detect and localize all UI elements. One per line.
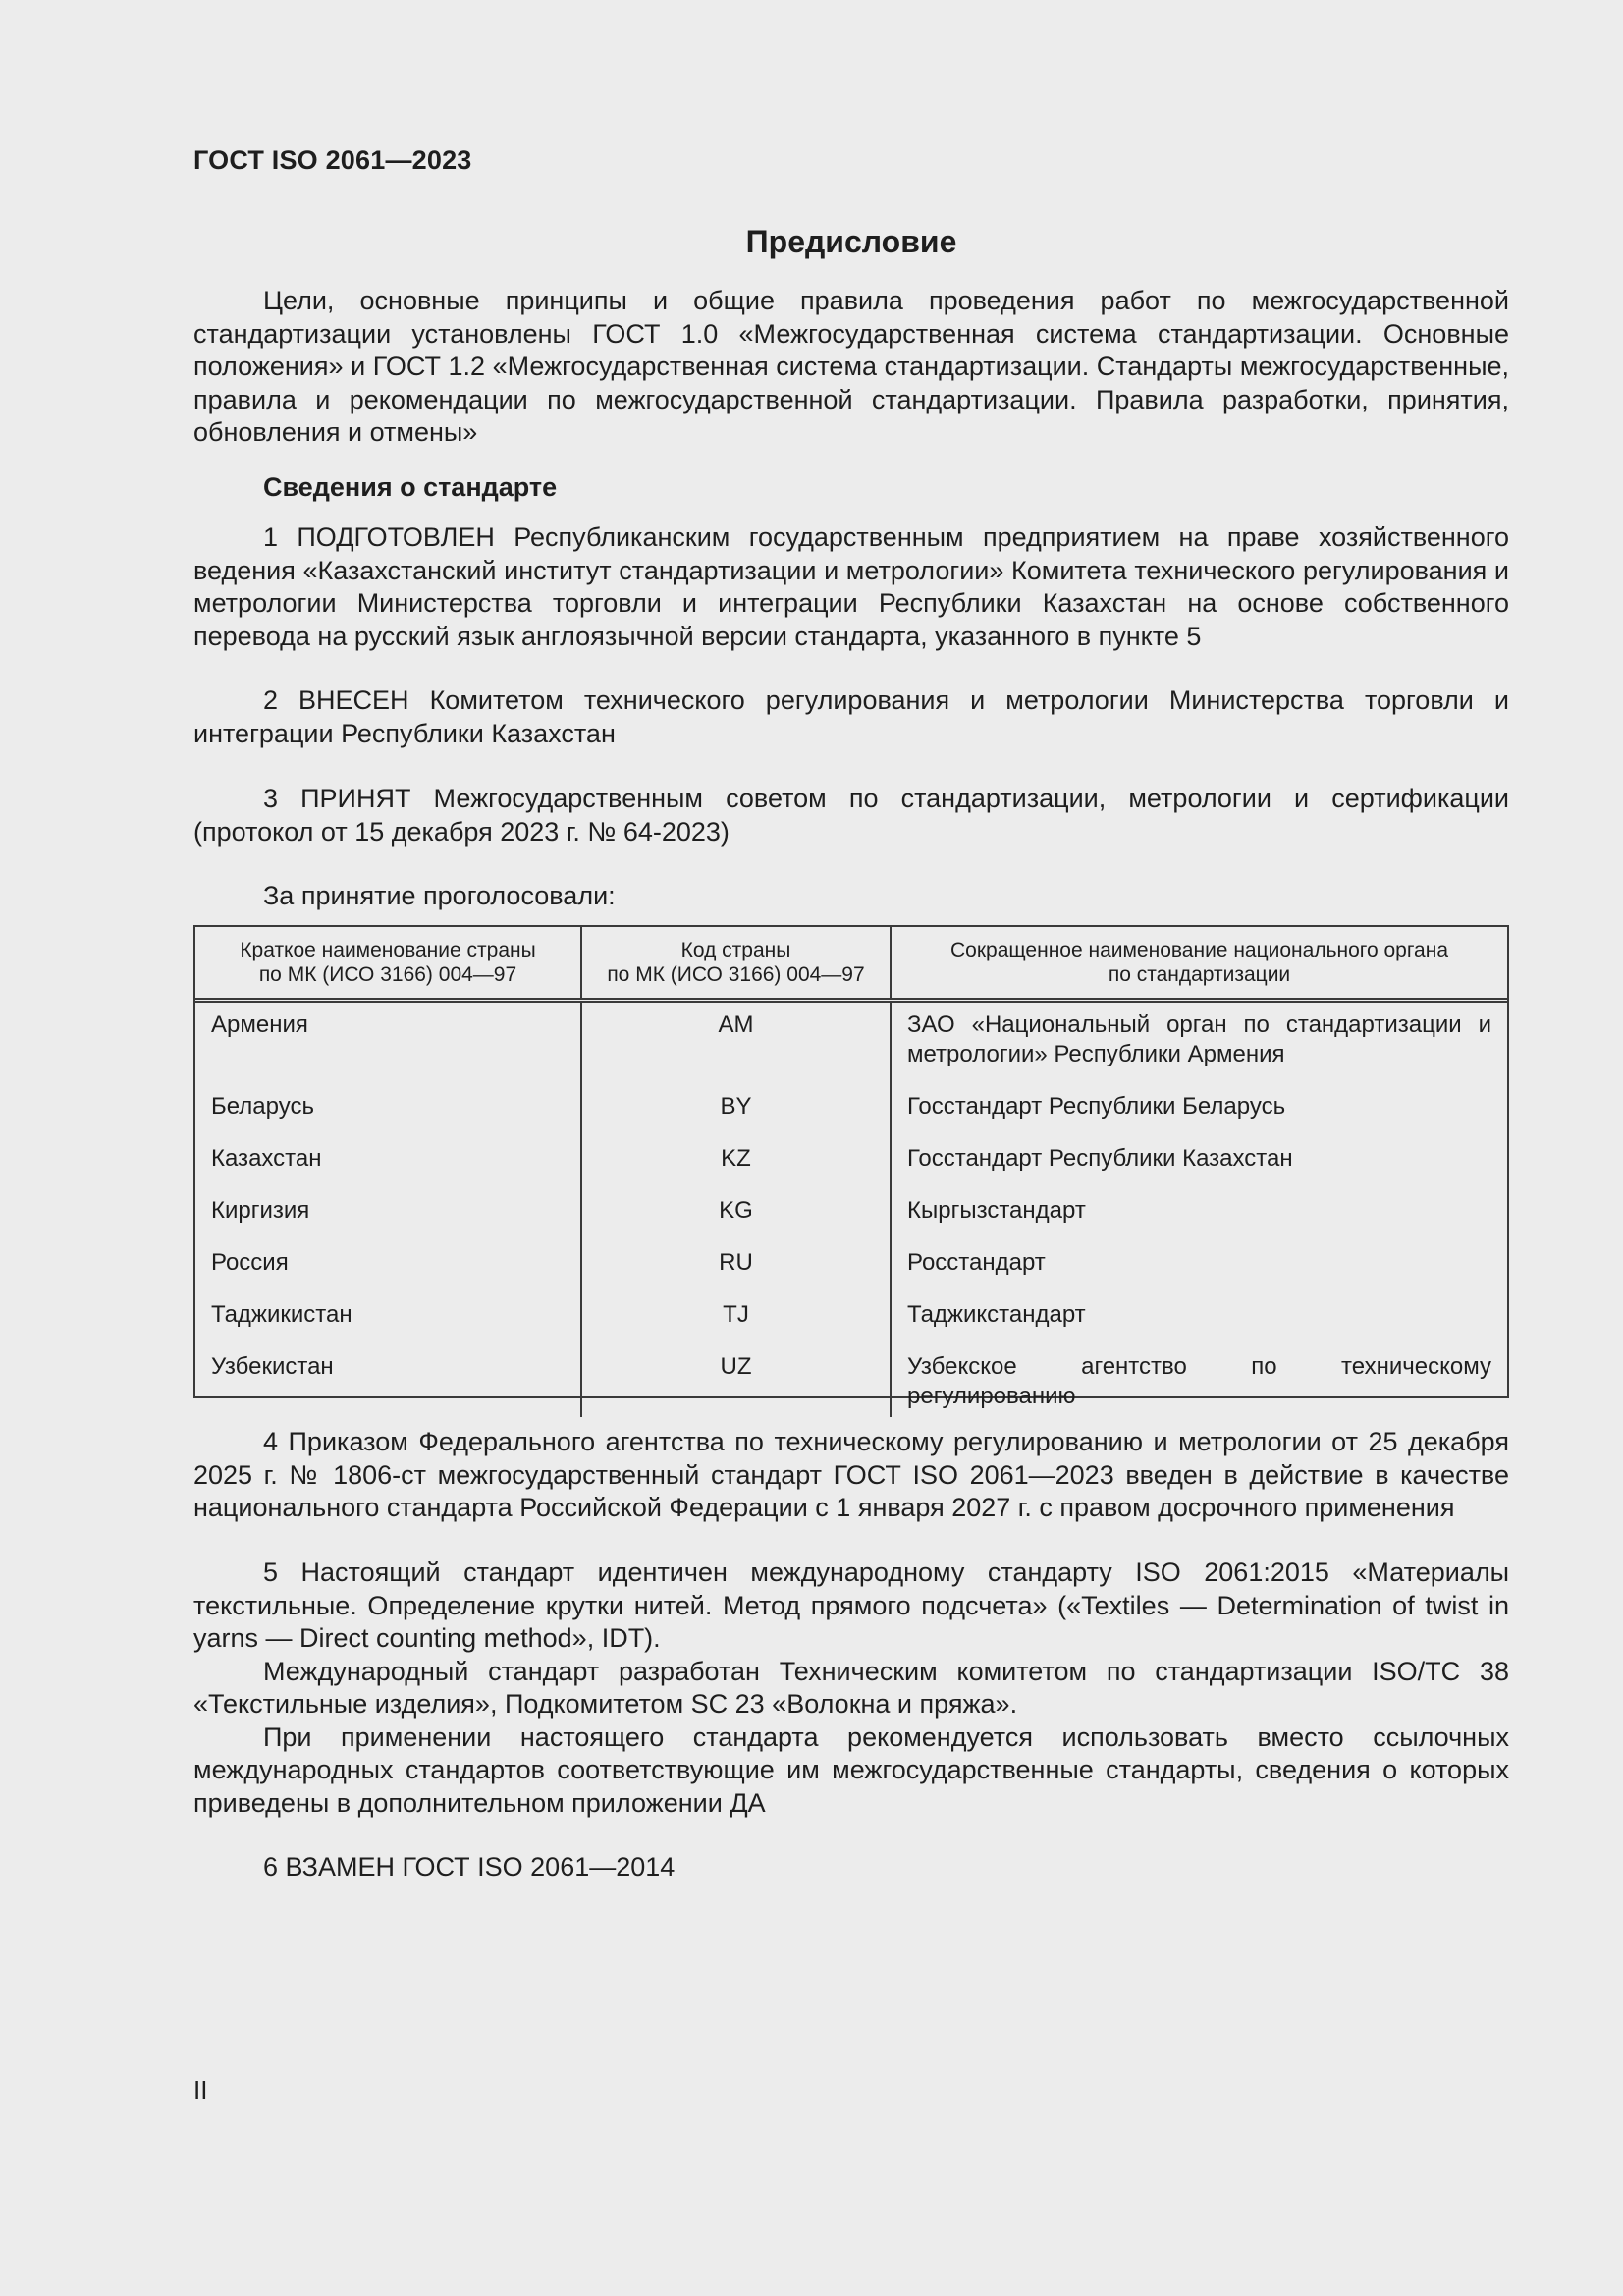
table-header-row xyxy=(195,927,1507,1001)
org-cell: Таджикстандарт xyxy=(907,1301,1086,1328)
code-cell: KG xyxy=(581,1192,891,1244)
org-cell: Узбекское агентство по техническому регулированию xyxy=(907,1353,1491,1409)
table-row xyxy=(195,1348,1507,1417)
country-cell: Таджикистан xyxy=(195,1296,581,1348)
code-cell: RU xyxy=(581,1244,891,1296)
header-org-line2: по стандартизации xyxy=(1108,963,1291,986)
table-row xyxy=(195,1296,1507,1348)
header-org-line1: Сокращенное наименование национального органа xyxy=(949,939,1449,961)
header-code xyxy=(581,927,891,1001)
item-6-block xyxy=(193,1851,1509,1885)
table-row xyxy=(195,1244,1507,1296)
header-country xyxy=(195,927,581,1001)
item-1-block xyxy=(193,521,1509,653)
code-cell: TJ xyxy=(581,1296,891,1348)
item-3-block xyxy=(193,783,1509,848)
header-org xyxy=(891,927,1507,1001)
country-cell: Беларусь xyxy=(195,1088,581,1140)
item-4-block xyxy=(193,1426,1509,1525)
item-5-references: При применении настоящего стандарта рекомендуется использовать вместо ссылочных международных стандартов соответствующие им межгосударственные стандарты, сведения о которых приведены в дополнительном приложении ДА xyxy=(193,1722,1509,1818)
document-page xyxy=(193,0,1509,2296)
item-6-replaces: 6 ВЗАМЕН ГОСТ ISO 2061—2014 xyxy=(263,1852,676,1882)
header-code-line1: Код страны xyxy=(680,939,791,961)
intro-paragraph: Цели, основные принципы и общие правила проведения работ по межгосударственной стандартизации установлены ГОСТ 1.0 «Межгосударственная система стандартизации. Основные положения» и ГОСТ 1.2 «Межгосударственная система стандартизации. Стандарты межгосударственные, правила и рекомендации по межгосударственной стандартизации. Правила разработки, принятия, обновления и отмены» xyxy=(193,286,1509,447)
code-cell: AM xyxy=(581,1001,891,1089)
org-cell: Госстандарт Республики Казахстан xyxy=(907,1145,1293,1172)
header-code-line2: по МК (ИСО 3166) 004—97 xyxy=(607,963,865,986)
item-5-identical: 5 Настоящий стандарт идентичен международному стандарту ISO 2061:2015 «Материалы текстильные. Определение крутки нитей. Метод прямого подсчета» («Textiles — Determination of twist in yarns — Direct counting method», IDT). xyxy=(193,1558,1509,1653)
item-5-committee: Международный стандарт разработан Техническим комитетом по стандартизации ISO/TC 38 «Текстильные изделия», Подкомитетом SC 23 «Волокна и пряжа». xyxy=(193,1656,1509,1719)
voting-table xyxy=(193,925,1509,1409)
code-cell: BY xyxy=(581,1088,891,1140)
item-3-adopted: 3 ПРИНЯТ Межгосударственным советом по стандартизации, метрологии и сертификации (протокол от 15 декабря 2023 г. № 64-2023) xyxy=(193,784,1509,847)
standard-info-heading: Сведения о стандарте xyxy=(263,472,558,502)
item-2-block xyxy=(193,684,1509,750)
info-heading-block xyxy=(193,471,1509,505)
page-title: Предисловие xyxy=(745,224,957,259)
document-code: ГОСТ ISO 2061—2023 xyxy=(193,145,472,175)
org-cell: ЗАО «Национальный орган по стандартизации и метрологии» Республики Армения xyxy=(907,1011,1491,1067)
org-cell: Госстандарт Республики Беларусь xyxy=(907,1093,1286,1120)
table-row xyxy=(195,1192,1507,1244)
intro-block xyxy=(193,285,1509,450)
header-country-line1: Краткое наименование страны xyxy=(240,939,536,961)
item-4-order: 4 Приказом Федерального агентства по техническому регулированию и метрологии от 25 декабря 2025 г. № 1806-ст межгосударственный стандарт ГОСТ ISO 2061—2023 введен в действие в качестве национального стандарта Российской Федерации с 1 января 2027 г. с правом досрочного применения xyxy=(193,1427,1509,1522)
country-cell: Узбекистан xyxy=(195,1348,581,1417)
page-number: II xyxy=(193,2075,208,2105)
code-cell: UZ xyxy=(581,1348,891,1417)
code-cell: KZ xyxy=(581,1140,891,1192)
country-cell: Армения xyxy=(195,1001,581,1089)
header-country-line2: по МК (ИСО 3166) 004—97 xyxy=(258,963,517,986)
table-row xyxy=(195,1088,1507,1140)
table-row xyxy=(195,1001,1507,1089)
org-cell: Кыргызстандарт xyxy=(907,1197,1086,1224)
country-cell: Казахстан xyxy=(195,1140,581,1192)
item-5-block xyxy=(193,1557,1509,1820)
item-1-prepared: 1 ПОДГОТОВЛЕН Республиканским государственным предприятием на праве хозяйственного ведения «Казахстанский институт стандартизации и метрологии» Комитета технического регулирования и метрологии Министерства торговли и интеграции Республики Казахстан на основе собственного перевода на русский язык англоязычной версии стандарта, указанного в пункте 5 xyxy=(193,522,1509,651)
voted-block xyxy=(193,880,1509,913)
org-cell: Росстандарт xyxy=(907,1249,1046,1276)
item-2-submitted: 2 ВНЕСЕН Комитетом технического регулирования и метрологии Министерства торговли и интеграции Республики Казахстан xyxy=(193,685,1509,748)
table-row xyxy=(195,1140,1507,1192)
country-cell: Россия xyxy=(195,1244,581,1296)
country-cell: Киргизия xyxy=(195,1192,581,1244)
voted-label: За принятие проголосовали: xyxy=(263,881,616,910)
